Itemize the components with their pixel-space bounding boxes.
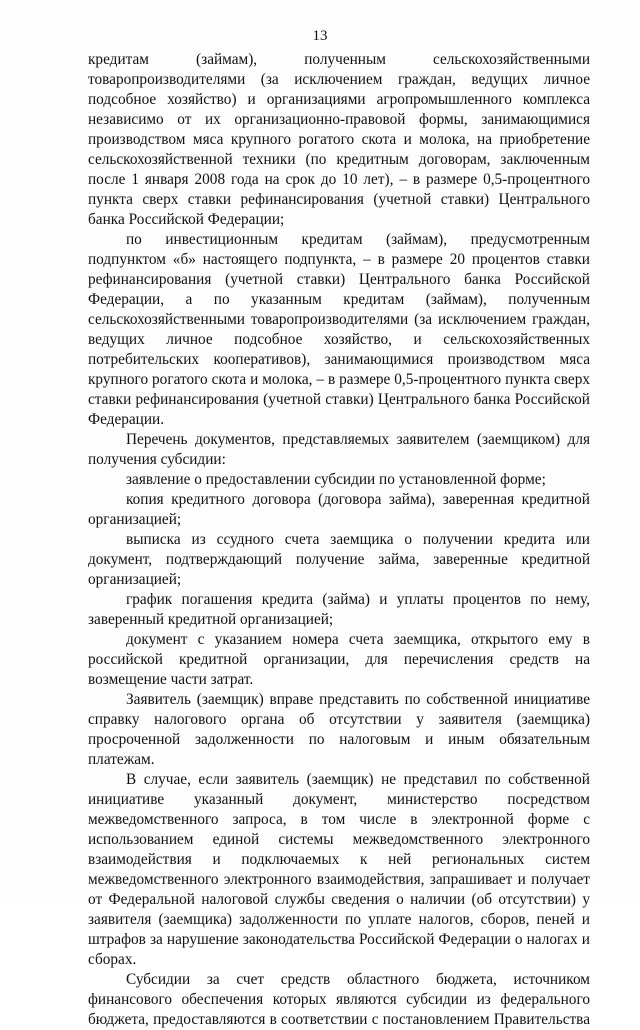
list-item-account-number-document: документ с указанием номера счета заемщика, открытого ему в российской кредитной организации, для перечисления средств на возмещение части затрат. <box>88 631 590 688</box>
paragraph-tax-certificate: Заявитель (заемщик) вправе представить по собственной инициативе справку налогового органа об отсутствии у заявителя (заемщика) просроченной задолженности по налоговым и иным обязательным платежам. <box>88 691 590 768</box>
list-item-loan-account-statement: выписка из ссудного счета заемщика о получении кредита или документ, подтверждающий получение займа, заверенные кредитной организацией; <box>88 531 590 588</box>
paragraph-investment-credits: по инвестиционным кредитам (займам), предусмотренным подпунктом «б» настоящего подпункта, – в размере 20 процентов ставки рефинансирования (учетной ставки) Центрального банка Российской Федерации, а по указанным кредитам (займам), полученным сельскохозяйственными товаропроизводителями (за исключением граждан, ведущих личное подсобное хозяйство, и сельскохозяйственных потребительских кооперативов), занимающимися производством мяса крупного рогатого скота и молока, – в размере 0,5-процентного пункта сверх ставки рефинансирования (учетной ставки) Центрального банка Российской Федерации. <box>88 231 590 428</box>
paragraph-federal-subsidies: Субсидии за счет средств областного бюджета, источником финансового обеспечения которых являются субсидии из федерального бюджета, предоставляются в соответствии с постановлением Правительства <box>88 971 590 1028</box>
paragraph-documents-list-intro: Перечень документов, представляемых заявителем (заемщиком) для получения субсидии: <box>88 431 590 468</box>
list-item-application: заявление о предоставлении субсидии по установленной форме; <box>126 471 546 488</box>
document-body <box>88 50 590 1030</box>
paragraph-continuation: кредитам (займам), полученным сельскохозяйственными товаропроизводителями (за исключением граждан, ведущих личное подсобное хозяйство) и организациями агропромышленного комплекса независимо от их организационно-правовой формы, занимающимися производством мяса крупного рогатого скота и молока, на приобретение сельскохозяйственной техники (по кредитным договорам, заключенным после 1 января 2008 года на срок до 10 лет), – в размере 0,5-процентного пункта сверх ставки рефинансирования (учетной ставки) Центрального банка Российской Федерации; <box>88 51 590 228</box>
list-item-credit-agreement-copy: копия кредитного договора (договора займа), заверенная кредитной организацией; <box>88 491 590 528</box>
paragraph-interagency-request: В случае, если заявитель (заемщик) не представил по собственной инициативе указанный документ, министерство посредством межведомственного запроса, в том числе в электронной форме с использованием единой системы межведомственного электронного взаимодействия и подключаемых к ней региональных систем межведомственного электронного взаимодействия, запрашивает и получает от Федеральной налоговой службы сведения о наличии (об отсутствии) у заявителя (заемщика) задолженности по уплате налогов, сборов, пеней и штрафов за нарушение законодательства Российской Федерации о налогах и сборах. <box>88 771 590 968</box>
page-number: 13 <box>312 28 328 44</box>
list-item-repayment-schedule: график погашения кредита (займа) и уплаты процентов по нему, заверенный кредитной организацией; <box>88 591 590 628</box>
